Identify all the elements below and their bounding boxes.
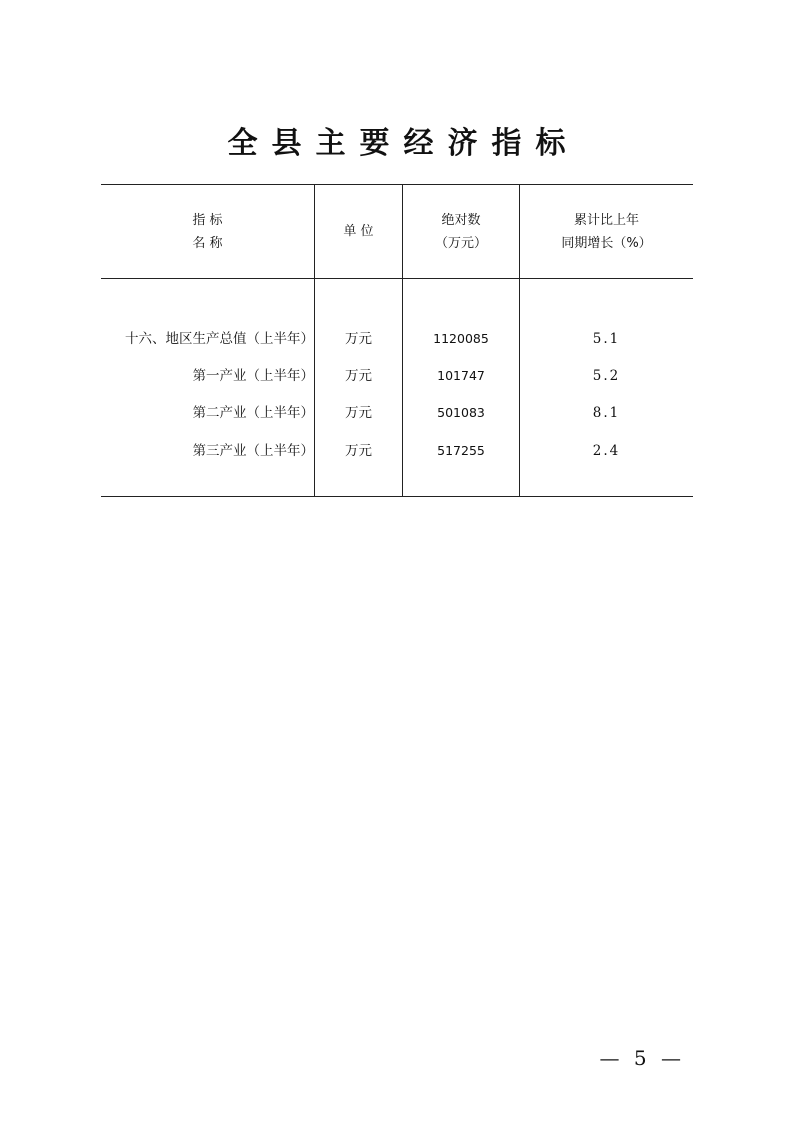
page-number: — 5 —	[599, 1046, 685, 1070]
row-name: 第三产业（上半年）	[192, 443, 314, 459]
row-value: 517255	[437, 443, 485, 458]
table-row	[101, 365, 693, 387]
row-growth: 5.2	[592, 368, 621, 384]
row-growth: 5.1	[592, 331, 621, 347]
row-unit: 万元	[345, 443, 372, 459]
header-growth-line2: 同期增长（%）	[561, 235, 652, 251]
header-growth-line1: 累计比上年	[573, 212, 639, 228]
header-absolute	[403, 185, 519, 278]
row-value: 101747	[437, 368, 485, 383]
row-unit: 万元	[345, 405, 372, 421]
row-value: 1120085	[433, 331, 489, 346]
header-indicator-name	[101, 185, 314, 278]
header-absolute-line2: （万元）	[434, 235, 487, 251]
row-name: 十六、地区生产总值（上半年）	[125, 331, 314, 347]
header-divider	[101, 278, 693, 279]
header-growth	[520, 185, 693, 278]
row-growth: 2.4	[592, 443, 621, 459]
table-row	[101, 328, 693, 350]
header-absolute-line1: 绝对数	[441, 212, 481, 228]
row-unit: 万元	[345, 331, 372, 347]
header-unit-label: 单 位	[343, 224, 374, 239]
row-unit: 万元	[345, 368, 372, 384]
table-row	[101, 440, 693, 462]
row-name: 第二产业（上半年）	[192, 405, 314, 421]
header-indicator-line2: 名 称	[192, 235, 223, 251]
row-growth: 8.1	[592, 405, 621, 421]
indicators-table	[101, 184, 693, 497]
row-value: 501083	[437, 405, 485, 420]
header-unit	[315, 185, 402, 278]
table-row	[101, 402, 693, 424]
row-name: 第一产业（上半年）	[192, 368, 314, 384]
page-title: 全县主要经济指标	[227, 126, 580, 161]
header-indicator-line1: 指 标	[192, 212, 223, 228]
